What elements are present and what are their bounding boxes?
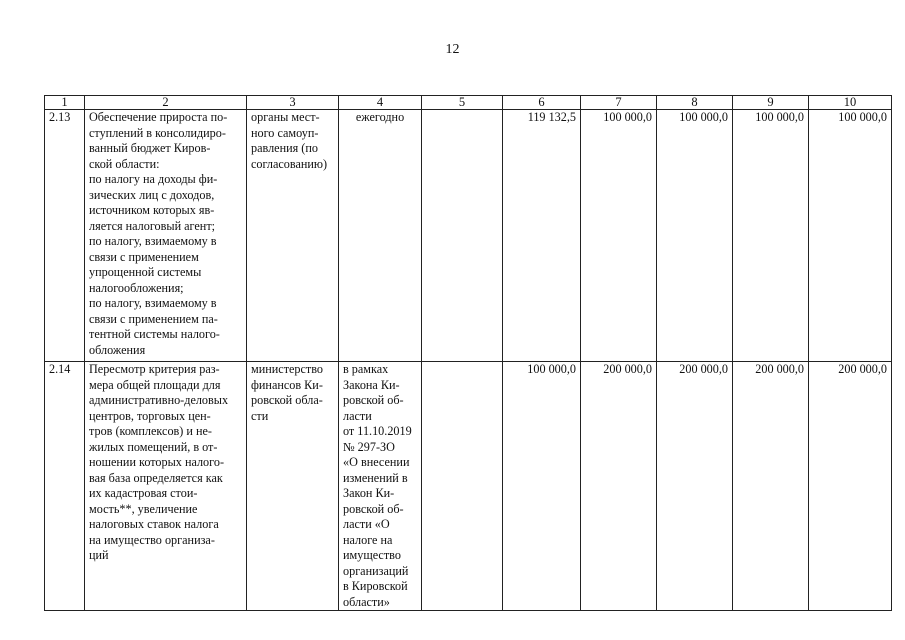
- measure-line: упрощенной системы: [89, 265, 202, 279]
- row-number: 2.14: [45, 362, 85, 611]
- term-line: ровской об-: [343, 393, 404, 407]
- term-line: изменений в: [343, 470, 408, 485]
- term-line: имущество: [343, 548, 401, 562]
- term-line: Закон Ки-: [343, 486, 395, 500]
- value-cell-col6: 100 000,0: [503, 362, 581, 611]
- measure-line: их кадастровая стои-: [89, 486, 198, 500]
- measure-line: ступлений в консолидиро-: [89, 125, 226, 140]
- measure-line: на имущество организа-: [89, 532, 215, 547]
- value-cell-col10: 200 000,0: [809, 362, 892, 611]
- measure-line: источником которых яв-: [89, 203, 215, 217]
- measure-line: тентной системы налого-: [89, 327, 220, 341]
- executor-line: финансов Ки-: [251, 377, 323, 392]
- value-cell-col8: 200 000,0: [657, 362, 733, 611]
- measure-line: Обеспечение прироста по-: [89, 110, 228, 124]
- measure-line: Пересмотр критерия раз-: [89, 362, 220, 376]
- term-line: № 297-ЗО: [343, 439, 395, 454]
- term-line: ежегодно: [355, 110, 405, 124]
- measure-line: ляется налоговый агент;: [89, 218, 216, 233]
- measure-line: ций: [89, 548, 109, 562]
- measure-cell: [85, 362, 247, 611]
- term-line: ровской об-: [343, 501, 404, 516]
- term-line: в рамках: [343, 362, 389, 376]
- measures-table: [44, 95, 892, 611]
- executor-line: ровской обла-: [251, 393, 323, 407]
- executor-line: министерство: [251, 362, 324, 376]
- col5-cell: [422, 110, 503, 362]
- term-line: ласти: [343, 408, 372, 423]
- executor-cell: [247, 110, 339, 362]
- column-number: 8: [657, 96, 733, 110]
- term-line: налоге на: [343, 532, 393, 547]
- executor-line: согласованию): [251, 156, 328, 171]
- executor-line: ного самоуп-: [251, 125, 319, 140]
- measure-line: тров (комплексов) и не-: [89, 424, 212, 438]
- measure-line: ской области:: [89, 156, 160, 171]
- table-row: [45, 362, 892, 611]
- measure-line: налогообложения;: [89, 280, 184, 295]
- measure-line: мера общей площади для: [89, 377, 221, 392]
- column-number: 3: [247, 96, 339, 110]
- column-number: 10: [809, 96, 892, 110]
- measure-line: ванный бюджет Киров-: [89, 141, 211, 155]
- column-number: 5: [422, 96, 503, 110]
- term-line: от 11.10.2019: [343, 424, 412, 438]
- column-number: 1: [45, 96, 85, 110]
- term-cell: [339, 110, 422, 362]
- value-cell-col7: 200 000,0: [581, 362, 657, 611]
- measure-line: по налогу на доходы фи-: [89, 172, 218, 186]
- page-number: 12: [445, 42, 460, 57]
- executor-line: органы мест-: [251, 110, 320, 124]
- executor-cell: [247, 362, 339, 611]
- measure-line: связи с применением: [89, 249, 199, 264]
- value-cell-col7: 100 000,0: [581, 110, 657, 362]
- measure-line: зических лиц с доходов,: [89, 187, 215, 202]
- measure-line: ношении которых налого-: [89, 455, 225, 469]
- value-cell-col9: 200 000,0: [733, 362, 809, 611]
- term-line: области»: [343, 594, 390, 609]
- value-cell-col9: 100 000,0: [733, 110, 809, 362]
- term-line: в Кировской: [343, 579, 408, 593]
- term-line: организаций: [343, 563, 409, 578]
- table-row: [45, 110, 892, 362]
- value-cell-col6: 119 132,5: [503, 110, 581, 362]
- column-number: 7: [581, 96, 657, 110]
- measure-line: обложения: [89, 342, 146, 357]
- measure-line: по налогу, взимаемому в: [89, 296, 217, 310]
- measure-line: жилых помещений, в от-: [89, 439, 218, 454]
- measure-line: центров, торговых цен-: [89, 408, 211, 423]
- term-line: Закона Ки-: [343, 377, 400, 392]
- executor-line: сти: [251, 408, 269, 423]
- measure-cell: [85, 110, 247, 362]
- measure-line: связи с применением па-: [89, 311, 218, 326]
- measure-line: административно-деловых: [89, 393, 229, 407]
- column-number-row: [45, 96, 892, 110]
- measure-line: вая база определяется как: [89, 470, 223, 485]
- executor-line: равления (по: [251, 141, 318, 155]
- term-line: «О внесении: [343, 455, 410, 469]
- value-cell-col8: 100 000,0: [657, 110, 733, 362]
- value-cell-col10: 100 000,0: [809, 110, 892, 362]
- column-number: 4: [339, 96, 422, 110]
- col5-cell: [422, 362, 503, 611]
- row-number: 2.13: [45, 110, 85, 362]
- measure-line: налоговых ставок налога: [89, 517, 219, 531]
- column-number: 6: [503, 96, 581, 110]
- column-number: 9: [733, 96, 809, 110]
- term-line: ласти «О: [343, 517, 390, 531]
- term-cell: [339, 362, 422, 611]
- measure-line: по налогу, взимаемому в: [89, 234, 217, 248]
- column-number: 2: [85, 96, 247, 110]
- measure-line: мость**, увеличение: [89, 501, 198, 516]
